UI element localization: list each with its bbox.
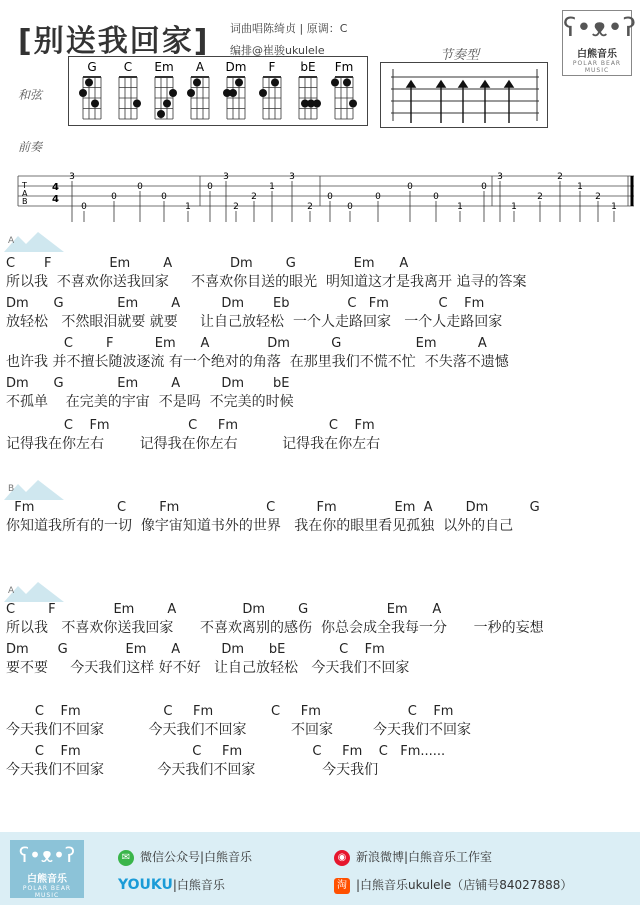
tab-note: 0 xyxy=(347,202,353,212)
lyric-line: 记得我在你左右 记得我在你左右 记得我在你左右 xyxy=(6,436,381,452)
tab-note: 0 xyxy=(481,182,487,192)
tab-note: 0 xyxy=(407,182,413,192)
tab-clef: T xyxy=(22,181,27,190)
bear-icon: ʕ•ᴥ•ʔ xyxy=(18,843,76,867)
brand-logo-text: 白熊音乐 xyxy=(577,49,617,60)
weibo-icon: ◉ xyxy=(334,850,350,866)
tab-note: 3 xyxy=(497,172,503,182)
lyric-line: 要不要 今天我们这样 好不好 让自己放轻松 今天我们不回家 xyxy=(6,660,410,676)
brand-logo-sub: POLAR BEAR MUSIC xyxy=(572,60,622,74)
chord-finger-dot xyxy=(169,89,177,97)
tab-note: 0 xyxy=(161,192,167,202)
chord-name-F: F xyxy=(268,60,276,74)
section-marker: B xyxy=(8,484,15,494)
chord-finger-dot xyxy=(187,89,195,97)
chord-line: Dm G Em A Dm bE C Fm xyxy=(6,642,385,657)
chord-line: Dm G Em A Dm Eb C Fm C Fm xyxy=(6,296,485,311)
chord-line: C F Em A Dm G Em A xyxy=(6,336,487,351)
chord-diagram-panel xyxy=(68,56,368,126)
tab-note: 0 xyxy=(111,192,117,202)
lyric-line: 所以我 不喜欢你送我回家 不喜欢离别的感伤 你总会成全我每一分 一秒的妄想 xyxy=(6,620,544,636)
wechat-icon: ✉ xyxy=(118,850,134,866)
chord-name-Dm: Dm xyxy=(225,60,247,74)
chord-finger-dot xyxy=(229,89,237,97)
tab-note: 3 xyxy=(223,172,229,182)
tab-note: 0 xyxy=(81,202,87,212)
chord-finger-dot xyxy=(313,100,321,108)
tab-note: 2 xyxy=(233,202,239,212)
svg-text:4: 4 xyxy=(52,194,59,205)
tab-note: 0 xyxy=(433,192,439,202)
chord-finger-dot xyxy=(193,79,201,87)
song-credits: 词曲唱陈绮贞 | 原调：C xyxy=(230,22,348,35)
arranger-credit: 编排@崔骏ukulele xyxy=(230,44,325,57)
lyric-line: 所以我 不喜欢你送我回家 不喜欢你目送的眼光 明知道这才是我离开 追寻的答案 xyxy=(6,274,527,290)
tab-note: 2 xyxy=(251,192,257,202)
weibo-link[interactable]: ◉ 新浪微博|白熊音乐工作室 xyxy=(334,848,492,866)
intro-tablature xyxy=(14,166,636,226)
time-signature: 4 xyxy=(52,182,59,193)
taobao-link[interactable]: 淘 |白熊音乐ukulele（店铺号84027888） xyxy=(334,876,572,894)
tab-note: 0 xyxy=(327,192,333,202)
footer-logo-text: 白熊音乐 xyxy=(27,874,67,885)
tab-note: 2 xyxy=(557,172,563,182)
chord-finger-dot xyxy=(331,79,339,87)
chord-line: C Fm C Fm C Fm C Fm...... xyxy=(6,744,446,759)
tab-note: 2 xyxy=(595,192,601,202)
footer-bar xyxy=(0,832,640,905)
rhythm-diagram xyxy=(381,63,549,129)
chord-line: Fm C Fm C Fm Em A Dm G xyxy=(6,500,540,515)
chord-finger-dot xyxy=(85,79,93,87)
tab-note: 2 xyxy=(307,202,313,212)
chord-finger-dot xyxy=(79,89,87,97)
tab-note: 1 xyxy=(611,202,617,212)
chord-name-A: A xyxy=(195,60,205,74)
chord-finger-dot xyxy=(259,89,267,97)
wechat-link[interactable]: ✉ 微信公众号|白熊音乐 xyxy=(118,848,252,866)
lyric-line: 不孤单 在完美的宇宙 不是吗 不完美的时候 xyxy=(6,394,294,410)
lyric-line: 你知道我所有的一切 像宇宙知道书外的世界 我在你的眼里看见孤独 以外的自己 xyxy=(6,518,514,534)
section-marker: A xyxy=(8,236,15,246)
tab-note: 3 xyxy=(289,172,295,182)
tab-note: 1 xyxy=(457,202,463,212)
footer-logo xyxy=(10,840,84,898)
chord-section-label: 和弦 xyxy=(18,88,43,102)
section-marker: A xyxy=(8,586,15,596)
chord-line: C F Em A Dm G Em A xyxy=(6,602,442,617)
chord-name-G: G xyxy=(87,60,97,74)
chord-finger-dot xyxy=(343,79,351,87)
chord-finger-dot xyxy=(235,79,243,87)
chord-line: Dm G Em A Dm bE xyxy=(6,376,290,391)
footer-logo-sub: POLAR BEAR MUSIC xyxy=(22,885,72,899)
chord-name-bE: bE xyxy=(300,60,316,74)
taobao-icon: 淘 xyxy=(334,878,350,894)
intro-label: 前奏 xyxy=(18,140,43,154)
tab-note: 1 xyxy=(577,182,583,192)
chord-finger-dot xyxy=(157,110,165,118)
chord-finger-dot xyxy=(349,100,357,108)
svg-text:B: B xyxy=(22,197,28,206)
chord-finger-dot xyxy=(163,100,171,108)
lyric-line: 放轻松 不然眼泪就要 就要 让自己放轻松 一个人走路回家 一个人走路回家 xyxy=(6,314,503,330)
tab-note: 1 xyxy=(269,182,275,192)
chord-finger-dot xyxy=(271,79,279,87)
rhythm-pattern-panel xyxy=(380,62,548,128)
rhythm-label: 节奏型 xyxy=(440,48,480,63)
lyric-line: 也许我 并不擅长随波逐流 有一个绝对的角落 在那里我们不慌不忙 不失落不遗憾 xyxy=(6,354,509,370)
bear-icon: ʕ•ᴥ•ʔ xyxy=(563,13,636,43)
chord-line: C Fm C Fm C Fm xyxy=(6,418,375,433)
tab-note: 0 xyxy=(137,182,143,192)
chord-name-Fm: Fm xyxy=(334,60,354,74)
chord-line: C F Em A Dm G Em A xyxy=(6,256,409,271)
chord-finger-dot xyxy=(133,100,141,108)
chord-name-Em: Em xyxy=(154,60,174,74)
svg-text:A: A xyxy=(22,189,28,198)
tab-note: 3 xyxy=(69,172,75,182)
chord-name-C: C xyxy=(123,60,133,74)
lyric-line: 今天我们不回家 今天我们不回家 不回家 今天我们不回家 xyxy=(6,722,472,738)
tab-note: 0 xyxy=(375,192,381,202)
tab-note: 1 xyxy=(185,202,191,212)
lyric-line: 今天我们不回家 今天我们不回家 今天我们 xyxy=(6,762,379,778)
song-title: [别送我回家] xyxy=(18,24,210,59)
chord-line: C Fm C Fm C Fm C Fm xyxy=(6,704,454,719)
tab-note: 2 xyxy=(537,192,543,202)
chord-finger-dot xyxy=(91,100,99,108)
tab-note: 1 xyxy=(511,202,517,212)
youku-link[interactable]: YOUKU|白熊音乐 xyxy=(118,877,225,893)
brand-logo xyxy=(562,10,636,76)
tab-note: 0 xyxy=(207,182,213,192)
chord-diagrams xyxy=(69,57,369,127)
youku-icon: YOUKU xyxy=(118,877,173,893)
